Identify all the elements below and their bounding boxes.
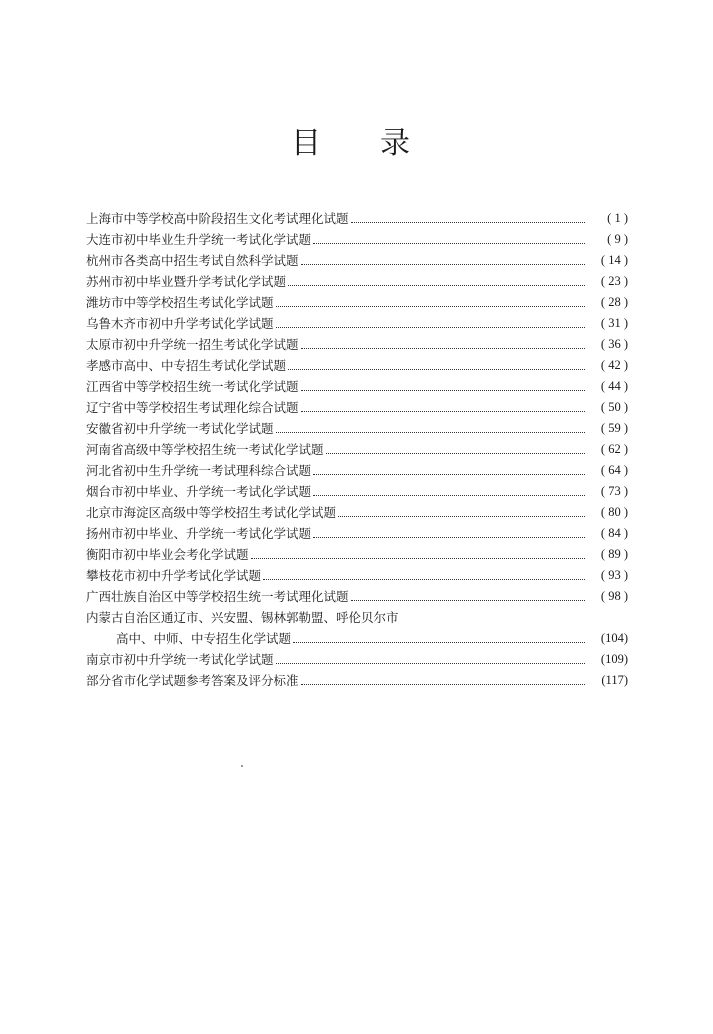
toc-entry-page: ( 73 )	[600, 484, 628, 498]
toc-entry[interactable]	[86, 460, 628, 481]
toc-entry-page: ( 14 )	[600, 253, 628, 267]
toc-entry-page: ( 98 )	[600, 589, 628, 603]
dot-leader	[301, 684, 585, 685]
toc-entry-title: 衡阳市初中毕业会考化学试题	[86, 547, 249, 562]
toc-entry[interactable]	[86, 229, 628, 250]
toc-entry[interactable]	[86, 586, 628, 607]
toc-entry-title: 潍坊市中等学校招生考试化学试题	[86, 295, 274, 310]
toc-entry[interactable]	[86, 670, 628, 691]
scan-speck	[241, 765, 243, 767]
dot-leader	[276, 306, 585, 307]
toc-entry[interactable]	[86, 376, 628, 397]
toc-entry-multiline-first[interactable]	[86, 607, 628, 628]
toc-entry-page: ( 80 )	[600, 505, 628, 519]
toc-entry[interactable]	[86, 502, 628, 523]
toc-entry-page: ( 89 )	[600, 547, 628, 561]
toc-entry[interactable]	[86, 565, 628, 586]
toc-entry-title: 杭州市各类高中招生考试自然科学试题	[86, 253, 299, 268]
toc-entry-title: 河南省高级中等学校招生统一考试化学试题	[86, 442, 324, 457]
toc-entry-page: ( 64 )	[600, 463, 628, 477]
dot-leader	[301, 390, 585, 391]
toc-entry-title: 乌鲁木齐市初中升学考试化学试题	[86, 316, 274, 331]
toc-entry-page: (109)	[600, 652, 628, 666]
toc-entry[interactable]	[86, 544, 628, 565]
toc-entry-page: ( 28 )	[600, 295, 628, 309]
toc-entry[interactable]	[86, 439, 628, 460]
toc-entry-title: 安徽省初中升学统一考试化学试题	[86, 421, 274, 436]
toc-entry[interactable]	[86, 313, 628, 334]
toc-entry-title: 部分省市化学试题参考答案及评分标准	[86, 673, 299, 688]
dot-leader	[288, 369, 585, 370]
title-char-2: 录	[380, 126, 410, 161]
toc-entry-title: 河北省初中生升学统一考试理科综合试题	[86, 463, 312, 478]
toc-entry-title: 大连市初中毕业生升学统一考试化学试题	[86, 232, 312, 247]
toc-entry-page: ( 44 )	[600, 379, 628, 393]
toc-entry-page: ( 42 )	[600, 358, 628, 372]
dot-leader	[293, 642, 585, 643]
dot-leader	[338, 516, 585, 517]
table-of-contents	[86, 208, 628, 691]
toc-entry[interactable]	[86, 271, 628, 292]
toc-entry-page: (104)	[600, 631, 628, 645]
toc-entry[interactable]	[86, 397, 628, 418]
toc-entry-title: 江西省中等学校招生统一考试化学试题	[86, 379, 299, 394]
toc-entry[interactable]	[86, 418, 628, 439]
toc-entry[interactable]	[86, 250, 628, 271]
toc-entry[interactable]	[86, 355, 628, 376]
dot-leader	[276, 327, 585, 328]
toc-entry[interactable]	[86, 523, 628, 544]
toc-entry-page: ( 84 )	[600, 526, 628, 540]
dot-leader	[301, 348, 585, 349]
dot-leader	[313, 537, 585, 538]
toc-entry[interactable]	[86, 292, 628, 313]
toc-entry-page: ( 1 )	[607, 211, 628, 225]
toc-entry-title-continued: 高中、中师、中专招生化学试题	[116, 631, 292, 646]
toc-entry-page: ( 9 )	[607, 232, 628, 246]
title-char-1: 目	[291, 126, 321, 161]
toc-entry-page: (117)	[601, 673, 628, 687]
dot-leader	[301, 411, 585, 412]
toc-entry-page: ( 31 )	[600, 316, 628, 330]
toc-entry-title: 烟台市初中毕业、升学统一考试化学试题	[86, 484, 312, 499]
toc-entry[interactable]	[86, 334, 628, 355]
dot-leader	[276, 432, 585, 433]
toc-entry-title: 攀枝花市初中升学考试化学试题	[86, 568, 262, 583]
toc-entry-title: 孝感市高中、中专招生考试化学试题	[86, 358, 287, 373]
dot-leader	[351, 222, 585, 223]
toc-entry-page: ( 59 )	[600, 421, 628, 435]
toc-entry-page: ( 93 )	[600, 568, 628, 582]
toc-entry-page: ( 36 )	[600, 337, 628, 351]
dot-leader	[313, 474, 585, 475]
toc-entry-multiline-second[interactable]	[86, 628, 628, 649]
toc-entry-title: 广西壮族自治区中等学校招生统一考试理化试题	[86, 589, 349, 604]
dot-leader	[251, 558, 585, 559]
toc-entry-title: 南京市初中升学统一考试化学试题	[86, 652, 274, 667]
toc-entry-title: 苏州市初中毕业暨升学考试化学试题	[86, 274, 287, 289]
dot-leader	[301, 264, 585, 265]
toc-entry-title: 内蒙古自治区通辽市、兴安盟、锡林郭勒盟、呼伦贝尔市	[86, 610, 399, 625]
dot-leader	[313, 243, 585, 244]
toc-entry[interactable]	[86, 649, 628, 670]
dot-leader	[326, 453, 585, 454]
dot-leader	[263, 579, 585, 580]
toc-entry-page: ( 62 )	[600, 442, 628, 456]
dot-leader	[313, 495, 585, 496]
dot-leader	[288, 285, 585, 286]
toc-entry-title: 扬州市初中毕业、升学统一考试化学试题	[86, 526, 312, 541]
dot-leader	[276, 663, 585, 664]
toc-entry-title: 北京市海淀区高级中等学校招生考试化学试题	[86, 505, 337, 520]
toc-entry-title: 上海市中等学校高中阶段招生文化考试理化试题	[86, 211, 349, 226]
toc-entry-title: 太原市初中升学统一招生考试化学试题	[86, 337, 299, 352]
toc-entry[interactable]	[86, 208, 628, 229]
toc-entry-page: ( 50 )	[600, 400, 628, 414]
dot-leader	[351, 600, 585, 601]
toc-entry[interactable]	[86, 481, 628, 502]
toc-entry-page: ( 23 )	[600, 274, 628, 288]
toc-entry-title: 辽宁省中等学校招生考试理化综合试题	[86, 400, 299, 415]
